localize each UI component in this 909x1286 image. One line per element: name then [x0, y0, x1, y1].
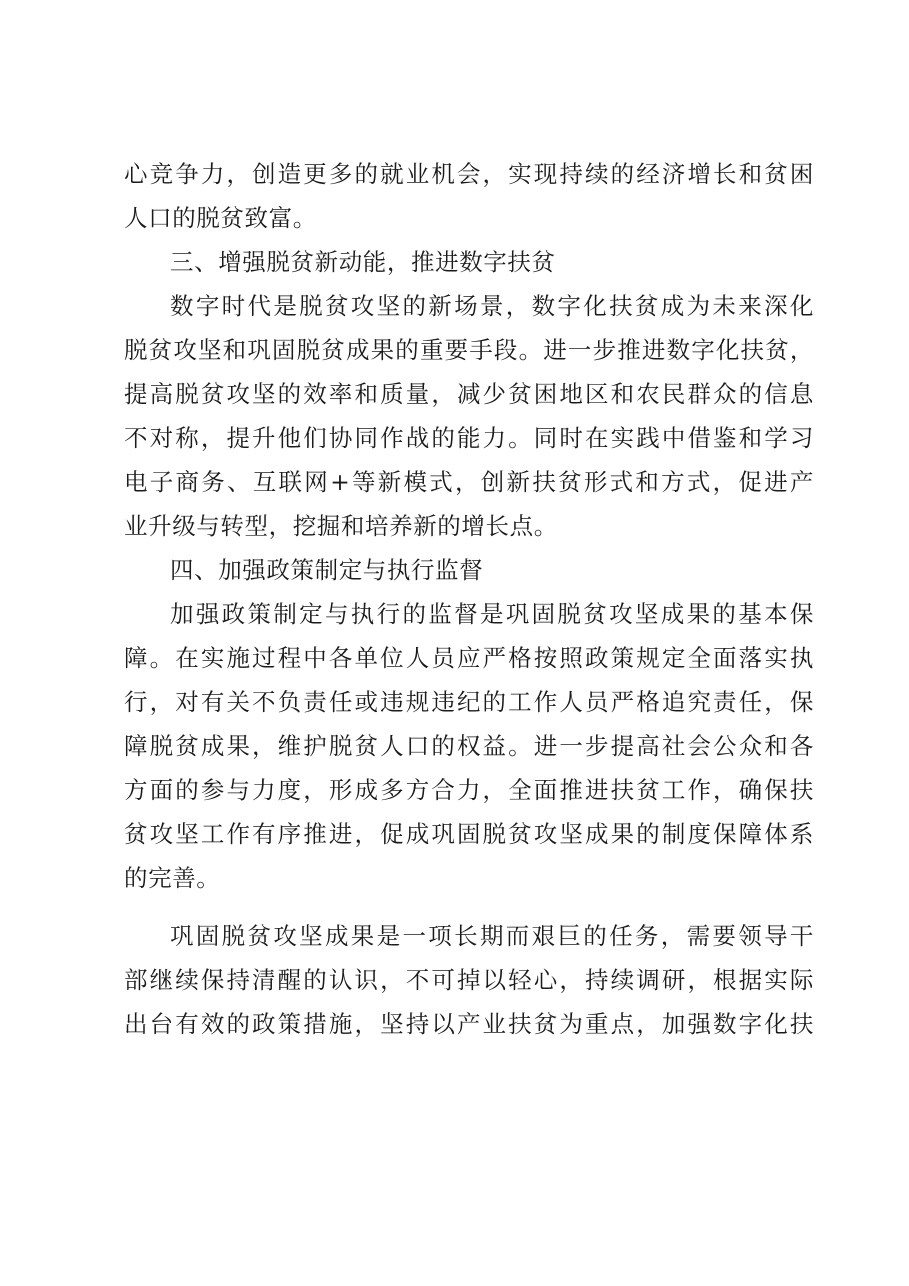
text-line: 加强政策制定与执行的监督是巩固脱贫攻坚成果的基本保	[170, 600, 814, 628]
text-line: 人口的脱贫致富。	[124, 204, 317, 232]
text-line: 出台有效的政策措施，坚持以产业扶贫为重点，加强数字化扶	[124, 1010, 814, 1038]
paragraph-conclusion	[124, 914, 814, 1046]
section-heading-3: 三、增强脱贫新动能，推进数字扶贫	[170, 248, 556, 276]
text-line: 业升级与转型，挖掘和培养新的增长点。	[124, 512, 558, 540]
document-body	[124, 152, 814, 1046]
text-line: 数字时代是脱贫攻坚的新场景，数字化扶贫成为未来深化	[170, 292, 814, 320]
text-line: 巩固脱贫攻坚成果是一项长期而艰巨的任务，需要领导干	[170, 922, 814, 950]
text-line: 障。在实施过程中各单位人员应严格按照政策规定全面落实执	[124, 644, 814, 672]
text-line: 不对称，提升他们协同作战的能力。同时在实践中借鉴和学习	[124, 424, 814, 452]
text-line: 脱贫攻坚和巩固脱贫成果的重要手段。进一步推进数字化扶贫，	[124, 336, 814, 364]
text-line: 提高脱贫攻坚的效率和质量，减少贫困地区和农民群众的信息	[124, 380, 814, 408]
text-line: 电子商务、互联网+等新模式，创新扶贫形式和方式，促进产	[124, 468, 814, 496]
text-line: 贫攻坚工作有序推进，促成巩固脱贫攻坚成果的制度保障体系	[124, 820, 814, 848]
paragraph-digital	[124, 284, 814, 548]
text-line: 方面的参与力度，形成多方合力，全面推进扶贫工作，确保扶	[124, 776, 814, 804]
text-line: 部继续保持清醒的认识，不可掉以轻心，持续调研，根据实际	[124, 966, 814, 994]
text-line: 心竞争力，创造更多的就业机会，实现持续的经济增长和贫困	[124, 160, 814, 188]
paragraph-policy	[124, 592, 814, 900]
section-heading-4: 四、加强政策制定与执行监督	[170, 556, 484, 584]
paragraph-continuation	[124, 152, 814, 240]
paragraph-gap	[124, 900, 814, 914]
text-line: 障脱贫成果，维护脱贫人口的权益。进一步提高社会公众和各	[124, 732, 814, 760]
text-line: 行，对有关不负责任或违规违纪的工作人员严格追究责任，保	[124, 688, 814, 716]
text-line: 的完善。	[124, 864, 221, 892]
